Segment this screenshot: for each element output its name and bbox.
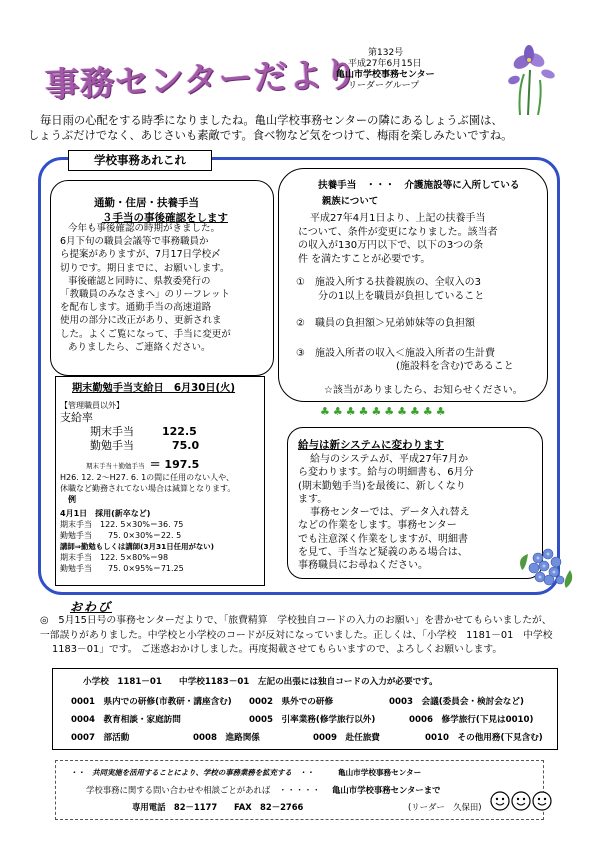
body-line: 切りです。期日までに、お願いします。 [60, 262, 230, 274]
iris-flower-icon [498, 40, 568, 115]
body-line: 事務センターでは、データ入れ替え [310, 507, 470, 519]
code-item: 0001 県内での研修(市教研・講座含む) [71, 697, 232, 707]
bonus-note: 休職など勤務されてない場合は減算となります。 [60, 484, 236, 493]
masthead-title: 事務センターだより [44, 54, 360, 106]
footer-org: 亀山市学校事務センター [338, 768, 422, 777]
code-item: 0006 修学旅行(下見は0010) [409, 715, 534, 725]
body-line: ら提案がありますが、7月17日学校〆 [60, 249, 221, 261]
body-line: 使用の部分に改正があり、更新されま [60, 315, 222, 327]
body-line: 給与のシステムが、平成27年7月か [310, 454, 469, 465]
allowance-check-body [60, 222, 270, 354]
bonus-kimatsu-row: 期末手当 122.5 [90, 425, 197, 438]
body-line: 事後確認と同時に、県教委発行の [68, 275, 211, 287]
intro-line: 毎日雨の心配をする時季になりましたね。亀山学校事務センターの隣にあるしょうぶ園は、 [40, 114, 503, 127]
body-line: について、条件が変更になりました。該当者 [298, 226, 498, 238]
body-line: ます。 [298, 493, 328, 505]
issue-group: リーダーグループ [348, 81, 420, 91]
contact-footer [55, 760, 544, 820]
body-line: 件 を満たすことが必要です。 [298, 253, 431, 265]
bonus-example-line: 期末手当 122. 5×30%＝36. 75 [60, 520, 184, 529]
footer-contact: 学校事務に関する問い合わせや相談ごとがあれば ・・・・・ [86, 785, 321, 795]
allowance-check-title [86, 196, 266, 225]
code-item: 0005 引率業務(修学旅行以外) [249, 715, 376, 725]
dependent-allowance-body [288, 212, 544, 266]
code-item: 0010 その他用務(下見含む) [425, 733, 543, 743]
body-line: 「教職員のみなさまへ」のリーフレット [60, 289, 231, 301]
footer-slogan: ・・ 共同実施を活用することにより、学校の事務業務を拡充する ・・ [70, 768, 314, 777]
issue-org: 亀山市学校事務センター [336, 70, 435, 80]
bonus-tag: 【管理職員以外】 [60, 401, 124, 410]
bonus-note: H26. 12. 2～H27. 6. 1の間に任用のない人や、 [60, 473, 235, 482]
code-item: 0009 赴任旅費 [313, 733, 380, 743]
section-tab: 学校事務あれこれ [68, 150, 212, 171]
body-line: 今年も事後確認の時期がきました。 [68, 223, 221, 234]
dependent-note: ☆該当がありましたら、お知らせください。 [324, 384, 523, 396]
code-item: 0004 教育相談・家庭訪問 [71, 715, 181, 725]
code-item: 0007 部活動 [71, 733, 130, 743]
bonus-payday-title: 期末勤勉手当支給日 6月30日(火) [72, 383, 236, 394]
bonus-example-title: 4月1日 採用(新卒など) [60, 509, 151, 518]
bonus-sum-row: 期末手当＋勤勉手当 ＝ 197.5 [86, 458, 200, 471]
body-line: ありましたら、ご連絡ください。 [68, 341, 211, 353]
footer-phone: 専用電話 82－1177 FAX 82－2766 [132, 802, 304, 812]
body-line: (期末勤勉手当)を最後に、新しくなり [298, 480, 466, 492]
dependent-title-2: 親族について [322, 196, 379, 208]
code-header: 小学校 1181－01 中学校1183－01 左記の出張には独自コードの入力が必要です。 [83, 677, 438, 687]
dependent-title-1: 扶養手当 ・・・ 介護施設等に入所している [318, 180, 520, 191]
body-line: 平成27年4月1日より、上記の扶養手当 [310, 213, 486, 224]
body-line: でも注意深く作業をしますが、明細書 [298, 533, 468, 545]
bonus-example-title: 講師⇒勤勉もしくは講師(3月31日任用がない) [60, 542, 215, 551]
apology-line: 一部誤りがありました。中学校と小学校のコードが反対になっていました。正しくは、「小学校 1181－01 中学校 [40, 629, 553, 641]
dependent-conditions-list [296, 276, 544, 397]
issue-info [336, 48, 435, 92]
condition-item-cont: 分の1以上を職員が負担していること [318, 290, 485, 302]
body-line: 6月下旬の職員会議等で事務職員か [60, 236, 209, 248]
condition-item: ② 職員の負担額＞兄弟姉妹等の負担額 [296, 318, 475, 329]
code-item: 0008 進路関係 [193, 733, 260, 743]
bonus-kinben-row: 勤勉手当 75.0 [90, 439, 200, 452]
code-item: 0002 県外での研修 [249, 697, 334, 707]
dependent-allowance-title [318, 180, 550, 208]
footer-leader: (リーダー 久保田) [408, 802, 482, 812]
body-line: した。よくご覧になって、手当に変更が [60, 328, 231, 340]
travel-code-table [52, 668, 558, 750]
footer-contact-org: 亀山市学校事務センターまで [332, 785, 441, 795]
hydrangea-icon [516, 540, 576, 596]
issue-date: 平成27年6月15日 [348, 59, 422, 69]
body-line: を配布します。通勤手当の高速道路 [60, 302, 212, 314]
new-payroll-body [298, 453, 534, 573]
body-line: 事務職員にお尋ねください。 [298, 560, 428, 572]
apology-body [40, 614, 560, 658]
bonus-example-label: 例 [68, 495, 76, 504]
allowance-check-title-2: ３手当の事後確認をします [102, 211, 228, 224]
bonus-example-line: 勤勉手当 75. 0×95%＝71.25 [60, 564, 184, 573]
code-item: 0003 会議(委員会・検討会など) [389, 697, 524, 707]
bonus-rate-label: 支給率 [60, 411, 93, 424]
condition-item-cont: (施設料を含む)であること [396, 361, 514, 372]
clover-row-icon: ♣♣♣♣♣♣♣♣♣♣ [320, 405, 449, 418]
intro-line: しょうぶだけでなく、あじさいも素敵です。食べ物など気をつけて、梅雨を楽しみたいですね。 [28, 129, 513, 142]
body-line: などの作業をします。事務センター [298, 520, 457, 532]
new-payroll-title: 給与は新システムに変わります [298, 439, 444, 451]
apology-line: ◎ 5月15日号の事務センターだよりで、「旅費精算 学校独自コードの入力のお願い」を書かせてもらいましたが、 [40, 615, 552, 626]
issue-number: 第132号 [368, 48, 404, 58]
body-line: の収入が130万円以下で、以下の3つの条 [298, 240, 484, 251]
condition-item: ③ 施設入所者の収入＜施設入所者の生計費 [296, 347, 495, 359]
smiley-faces-icon [490, 790, 552, 812]
allowance-check-title-1: 通勤・住居・扶養手当 [94, 197, 199, 209]
bonus-example-line: 期末手当 122. 5×80%＝98 [60, 553, 169, 562]
intro-text [28, 113, 568, 143]
condition-item: ① 施設入所する扶養親族の、全収入の3 [296, 277, 481, 288]
bonus-example-line: 勤勉手当 75. 0×30%＝22. 5 [60, 531, 182, 540]
body-line: を見て、手当など疑義のある場合は、 [298, 547, 468, 559]
apology-title: おわび [70, 600, 113, 614]
bonus-payday-body [60, 400, 260, 574]
body-line: ら変わります。給与の明細書も、6月分 [298, 467, 474, 479]
apology-line: 1183－01」です。 ご迷惑おかけしました。再度掲載させてもらいますので、よろしくお願いします。 [52, 644, 503, 655]
